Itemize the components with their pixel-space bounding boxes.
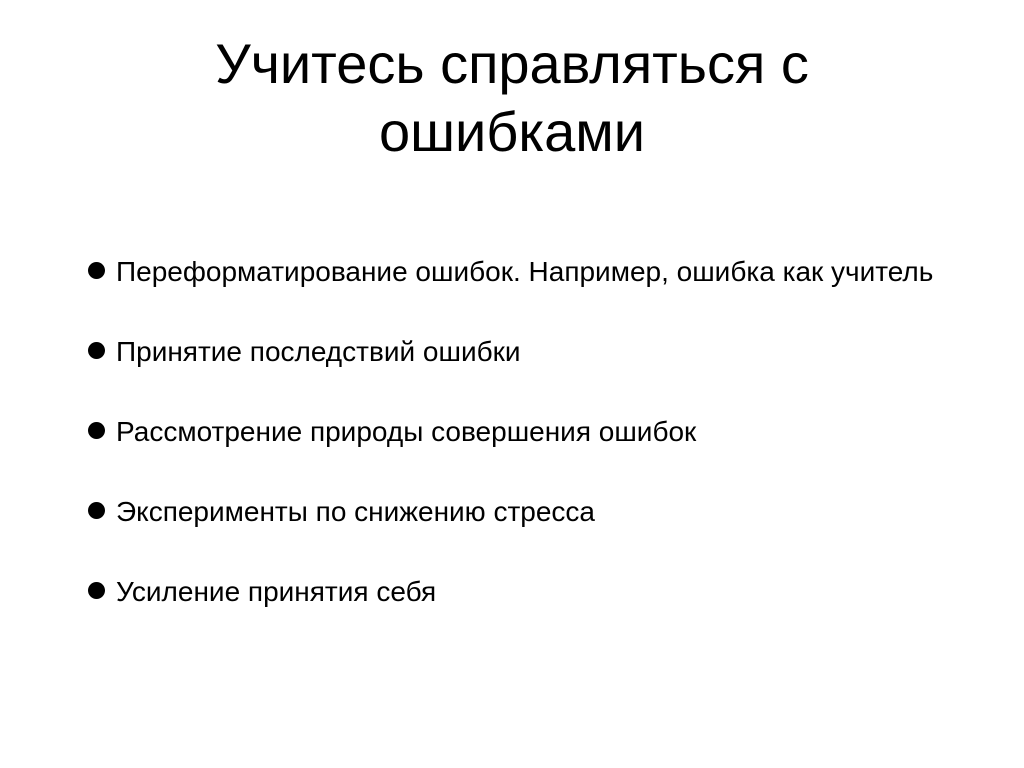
bullet-dot-icon bbox=[88, 342, 105, 359]
bullet-dot-icon bbox=[88, 262, 105, 279]
bullet-text: Принятие последствий ошибки bbox=[116, 336, 521, 367]
bullet-dot-icon bbox=[88, 582, 105, 599]
slide-title-line-2: ошибками bbox=[378, 100, 646, 163]
bullet-item-reframing bbox=[84, 252, 944, 292]
bullet-item-nature-of-errors bbox=[84, 412, 944, 452]
bullet-item-self-acceptance bbox=[84, 572, 944, 612]
bullet-text: Переформатирование ошибок. Например, ошибка как учитель bbox=[116, 256, 934, 287]
bullet-item-stress-experiments bbox=[84, 492, 944, 532]
bullet-dot-icon bbox=[88, 422, 105, 439]
bullet-dot-icon bbox=[88, 502, 105, 519]
bullet-text: Рассмотрение природы совершения ошибок bbox=[116, 416, 697, 447]
bullet-list bbox=[84, 252, 944, 612]
bullet-text: Усиление принятия себя bbox=[116, 576, 437, 607]
bullet-text: Эксперименты по снижению стресса bbox=[116, 496, 595, 527]
slide-title-line-1: Учитесь справляться с bbox=[215, 32, 809, 95]
slide-title bbox=[100, 30, 924, 166]
bullet-item-acceptance-consequences bbox=[84, 332, 944, 372]
